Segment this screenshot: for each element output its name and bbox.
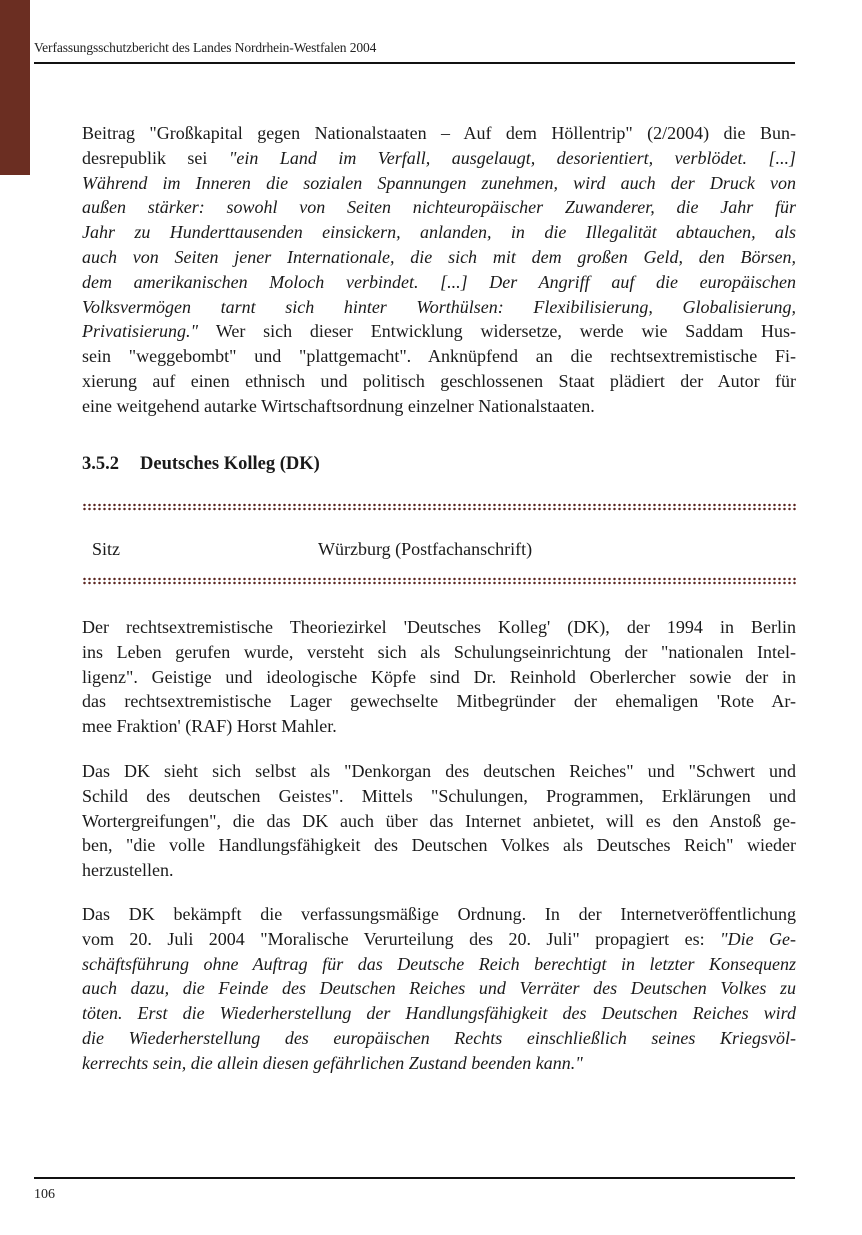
quote-text: auch dazu, die Feinde des Deutschen Reiches und Verräter des Deutschen Volkes zu bbox=[82, 978, 796, 999]
quote-text: Volksvermögen tarnt sich hinter Worthülsen: Flexibilisierung, Globalisierung, bbox=[82, 296, 796, 317]
body-text: Beitrag "Großkapital gegen Nationalstaaten – Auf dem Höllentrip" (2/2004) die Bun- bbox=[82, 123, 796, 143]
page-number: 106 bbox=[34, 1187, 55, 1202]
body-text: sein "weggebombt" und "plattgemacht". Anknüpfend an die rechtsextremistische Fi- bbox=[82, 346, 796, 367]
quote-text: die Wiederherstellung des europäischen Rechts einschließlich seines Kriegsvöl- bbox=[82, 1027, 796, 1048]
text-line bbox=[82, 344, 796, 369]
quote-text: Jahr zu Hunderttausenden einsickern, anlanden, in die Illegalität abtauchen, als bbox=[82, 222, 796, 243]
body-text: vom 20. Juli 2004 "Moralische Verurteilung des 20. Juli" propagiert es: bbox=[82, 928, 721, 949]
text-line bbox=[82, 319, 796, 344]
text-line bbox=[82, 615, 796, 640]
text-line bbox=[82, 976, 796, 1001]
quote-text: "ein Land im Verfall, ausgelaugt, desorientiert, verblödet. [...] bbox=[228, 147, 796, 168]
text-line bbox=[82, 394, 796, 419]
text-line bbox=[82, 902, 796, 927]
text-line bbox=[82, 369, 796, 394]
section-title: Deutsches Kolleg (DK) bbox=[140, 454, 320, 474]
paragraph-dk-constitution bbox=[82, 902, 796, 1076]
header-rule bbox=[34, 62, 795, 64]
quote-text: "Die Ge- bbox=[720, 928, 796, 949]
quote-text: auch von Seiten jener Internationale, die sich mit dem großen Geld, den Börsen, bbox=[82, 246, 796, 267]
body-text: xierung auf einen ethnisch und politisch geschlossenen Staat plädiert der Autor für bbox=[82, 370, 796, 391]
body-text: das rechtsextremistische Lager gewechselte Mitbegründer der ehemaligen 'Rote Ar- bbox=[82, 691, 796, 712]
quote-text: außen stärker: sowohl von Seiten nichteuropäischer Zuwanderer, die Jahr für bbox=[82, 197, 796, 218]
text-line bbox=[82, 809, 796, 834]
footer-rule bbox=[34, 1177, 795, 1179]
text-line bbox=[82, 927, 796, 952]
text-line bbox=[82, 270, 796, 295]
text-line bbox=[82, 759, 796, 784]
body-text: eine weitgehend autarke Wirtschaftsordnung einzelner Nationalstaaten. bbox=[82, 395, 595, 416]
text-line bbox=[82, 195, 796, 220]
text-line bbox=[82, 714, 796, 739]
section-number: 3.5.2 bbox=[82, 454, 119, 474]
text-line bbox=[82, 640, 796, 665]
text-line bbox=[82, 121, 796, 146]
running-head: Verfassungsschutzbericht des Landes Nordrhein-Westfalen 2004 bbox=[34, 40, 377, 55]
text-line bbox=[82, 171, 796, 196]
body-text: Der rechtsextremistische Theoriezirkel 'Deutsches Kolleg' (DK), der 1994 in Berlin bbox=[82, 617, 796, 637]
info-value: Würzburg (Postfachanschrift) bbox=[318, 539, 533, 559]
body-text: herzustellen. bbox=[82, 860, 174, 881]
intro-paragraph bbox=[82, 121, 796, 419]
section-heading bbox=[82, 454, 320, 475]
text-line bbox=[82, 1026, 796, 1051]
chapter-accent-bar bbox=[0, 0, 30, 175]
dotted-divider-bottom bbox=[82, 577, 796, 585]
quote-text: schäftsführung ohne Auftrag für das Deutsche Reich berechtigt in letzter Konsequenz bbox=[82, 953, 796, 974]
text-line bbox=[82, 833, 796, 858]
text-line bbox=[82, 952, 796, 977]
body-text: ligenz". Geistige und ideologische Köpfe sind Dr. Reinhold Oberlercher sowie der in bbox=[82, 666, 796, 687]
body-text: desrepublik sei bbox=[82, 147, 229, 168]
body-text: Wer sich dieser Entwicklung widersetze, werde wie Saddam Hus- bbox=[215, 321, 796, 342]
text-line bbox=[82, 245, 796, 270]
info-label: Sitz bbox=[92, 539, 121, 559]
text-line bbox=[82, 1051, 796, 1076]
quote-text: kerrechts sein, die allein diesen gefährlichen Zustand beenden kann." bbox=[82, 1052, 583, 1073]
body-text: mee Fraktion' (RAF) Horst Mahler. bbox=[82, 716, 337, 737]
body-text: Wortergreifungen", die das DK auch über das Internet anbietet, will es den Anstoß ge- bbox=[82, 810, 796, 831]
body-text: Das DK bekämpft die verfassungsmäßige Ordnung. In der Internetveröffentlichung bbox=[82, 904, 796, 924]
text-line bbox=[82, 784, 796, 809]
text-line bbox=[82, 1001, 796, 1026]
paragraph-dk-intro bbox=[82, 615, 796, 739]
body-text: Schild des deutschen Geistes". Mittels "Schulungen, Programmen, Erklärungen und bbox=[82, 785, 796, 806]
quote-text: dem amerikanischen Moloch verbindet. [...] Der Angriff auf die europäischen bbox=[82, 271, 796, 292]
body-text: ins Leben gerufen wurde, versteht sich als Schulungseinrichtung der "nationalen Intel- bbox=[82, 641, 796, 662]
text-line bbox=[82, 858, 796, 883]
quote-text: Während im Inneren die sozialen Spannungen zunehmen, wird auch der Druck von bbox=[82, 172, 796, 193]
text-line bbox=[82, 220, 796, 245]
text-line bbox=[82, 295, 796, 320]
text-line bbox=[82, 665, 796, 690]
dotted-divider-top bbox=[82, 503, 796, 511]
text-line bbox=[82, 689, 796, 714]
paragraph-dk-self-image bbox=[82, 759, 796, 883]
quote-text: Privatisierung." bbox=[82, 321, 216, 342]
text-line bbox=[82, 146, 796, 171]
quote-text: töten. Erst die Wiederherstellung der Handlungsfähigkeit des Deutschen Reiches wird bbox=[82, 1003, 796, 1024]
body-text: ben, "die volle Handlungsfähigkeit des Deutschen Volkes als Deutsches Reich" wieder bbox=[82, 835, 796, 856]
info-row-sitz bbox=[92, 539, 532, 560]
body-text: Das DK sieht sich selbst als "Denkorgan des deutschen Reiches" und "Schwert und bbox=[82, 761, 796, 781]
